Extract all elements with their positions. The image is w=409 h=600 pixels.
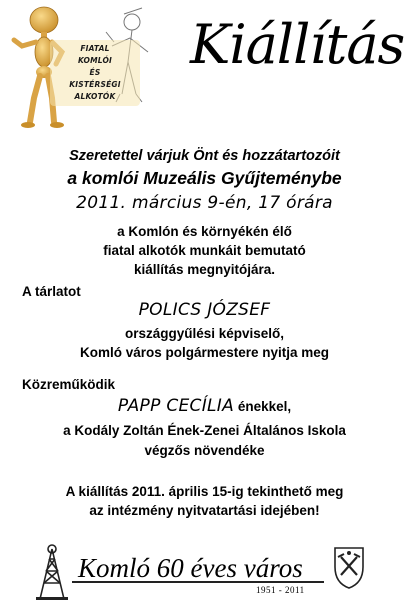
anniversary-years: 1951 - 2011 bbox=[256, 585, 305, 595]
page-title: Kiállítás bbox=[190, 13, 405, 76]
invite-line-1: Szeretettel várjuk Önt és hozzátartozóit bbox=[69, 148, 340, 164]
performer-role: végzős növendéke bbox=[144, 443, 265, 458]
logo-text-line: ÉS bbox=[89, 68, 101, 77]
performer-action: énekkel, bbox=[237, 399, 292, 414]
logo-text-line: ALKOTÓK bbox=[74, 92, 116, 101]
closing-line-1: A kiállítás 2011. április 15-ig tekinthető meg bbox=[65, 484, 344, 499]
opener-role-1: országgyűlési képviselő, bbox=[124, 326, 285, 341]
logo-text-line: KISTÉRSÉGI bbox=[69, 80, 121, 89]
performer-school: a Kodály Zoltán Ének-Zenei Általános Iskola bbox=[63, 423, 346, 438]
performer-line bbox=[0, 396, 409, 416]
closing-line-2: az intézmény nyitvatartási idejében! bbox=[89, 503, 320, 518]
performer-name: PAPP CECÍLIA bbox=[117, 396, 235, 416]
invite-venue: a komlói Muzeális Gyűjteménybe bbox=[67, 168, 342, 188]
invite-date: 2011. március 9-én, 17 órára bbox=[76, 193, 333, 213]
opening-intro: A tárlatot bbox=[22, 284, 81, 299]
opener-role-2: Komló város polgármestere nyitja meg bbox=[79, 345, 330, 360]
city-coat-of-arms-icon bbox=[332, 545, 366, 589]
performer-intro: Közreműködik bbox=[22, 377, 116, 392]
invite-line-6: kiállítás megnyitójára. bbox=[133, 262, 276, 277]
city-anniversary-banner bbox=[30, 543, 380, 600]
mine-tower-icon bbox=[32, 543, 72, 600]
logo-text-line: FIATAL bbox=[80, 44, 110, 53]
invite-line-4: a Komlón és környékén élő bbox=[117, 224, 292, 239]
artist-figure-icon bbox=[4, 2, 154, 132]
opener-name: POLICS JÓZSEF bbox=[138, 300, 271, 320]
logo-text-line: KOMLÓI bbox=[77, 56, 113, 65]
city-anniversary-text: Komló 60 éves város bbox=[78, 553, 303, 583]
exhibition-logo bbox=[4, 2, 154, 132]
invite-line-5: fiatal alkotók munkáit bemutató bbox=[103, 243, 306, 258]
